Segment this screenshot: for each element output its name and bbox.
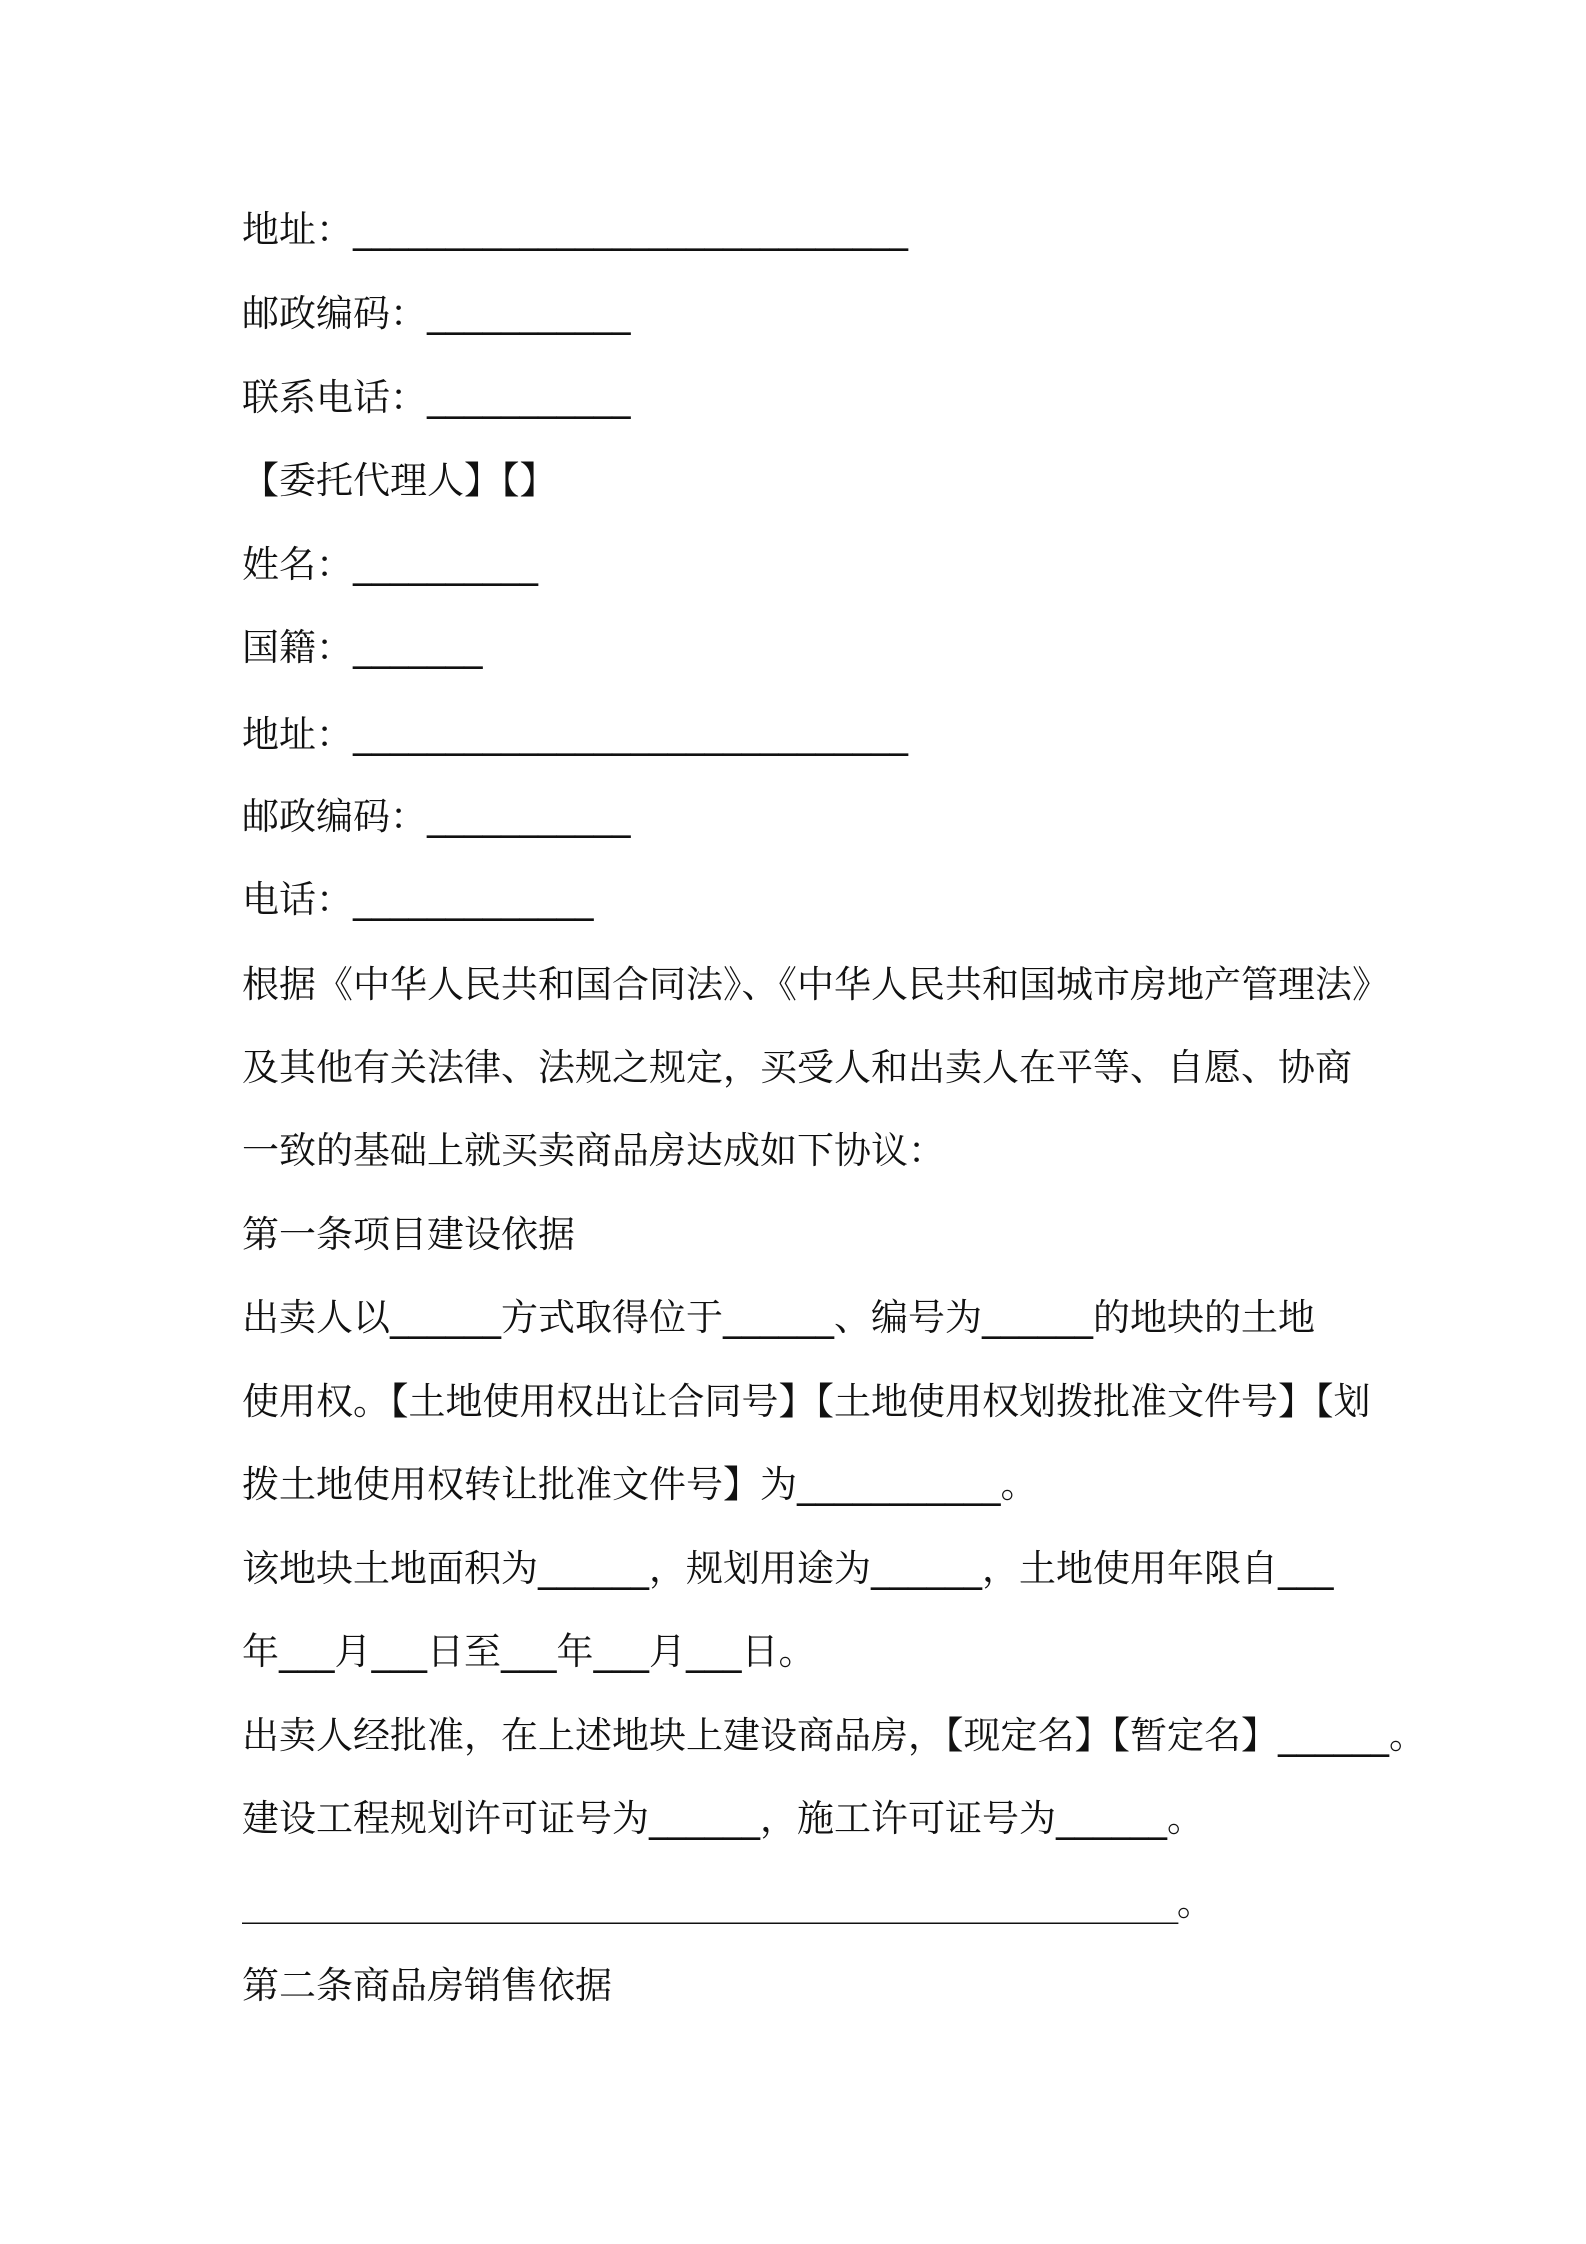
article-1-blank-line: _____________________________________________。	[242, 1881, 1213, 1924]
buyer-address-line: 地址：______________________________	[242, 208, 908, 251]
agent-postcode-line: 邮政编码：___________	[242, 795, 631, 838]
buyer-postcode-line: 邮政编码：___________	[242, 292, 631, 335]
article-1-line-6: 出卖人经批准，在上述地块上建设商品房，【现定名】【暂定名】______。	[242, 1714, 1426, 1757]
agent-nationality-line: 国籍：_______	[242, 626, 483, 669]
preamble-line-1: 根据《中华人民共和国合同法》、《中华人民共和国城市房地产管理法》	[242, 963, 1389, 1006]
agent-name-line: 姓名：__________	[242, 543, 538, 586]
agent-address-line: 地址：______________________________	[242, 713, 908, 756]
article-1-line-3: 拨土地使用权转让批准文件号】为___________。	[242, 1463, 1038, 1506]
preamble-line-2: 及其他有关法律、法规之规定，买受人和出卖人在平等、自愿、协商	[242, 1046, 1352, 1089]
article-1-line-7: 建设工程规划许可证号为______，施工许可证号为______。	[242, 1797, 1204, 1840]
article-1-line-1: 出卖人以______方式取得位于______、编号为______的地块的土地	[242, 1296, 1315, 1339]
agent-phone-line: 电话：_____________	[242, 878, 594, 921]
agent-heading: 【委托代理人】【】	[242, 459, 557, 502]
article-1-line-4: 该地块土地面积为______，规划用途为______，土地使用年限自___	[242, 1547, 1334, 1590]
article-1-line-2: 使用权。【土地使用权出让合同号】【土地使用权划拨批准文件号】【划	[242, 1380, 1371, 1423]
article-1-heading: 第一条项目建设依据	[242, 1213, 575, 1256]
article-1-line-5: 年___月___日至___年___月___日。	[242, 1630, 816, 1673]
buyer-phone-line: 联系电话：___________	[242, 376, 631, 419]
article-2-heading: 第二条商品房销售依据	[242, 1964, 612, 2007]
preamble-line-3: 一致的基础上就买卖商品房达成如下协议：	[242, 1129, 945, 1172]
